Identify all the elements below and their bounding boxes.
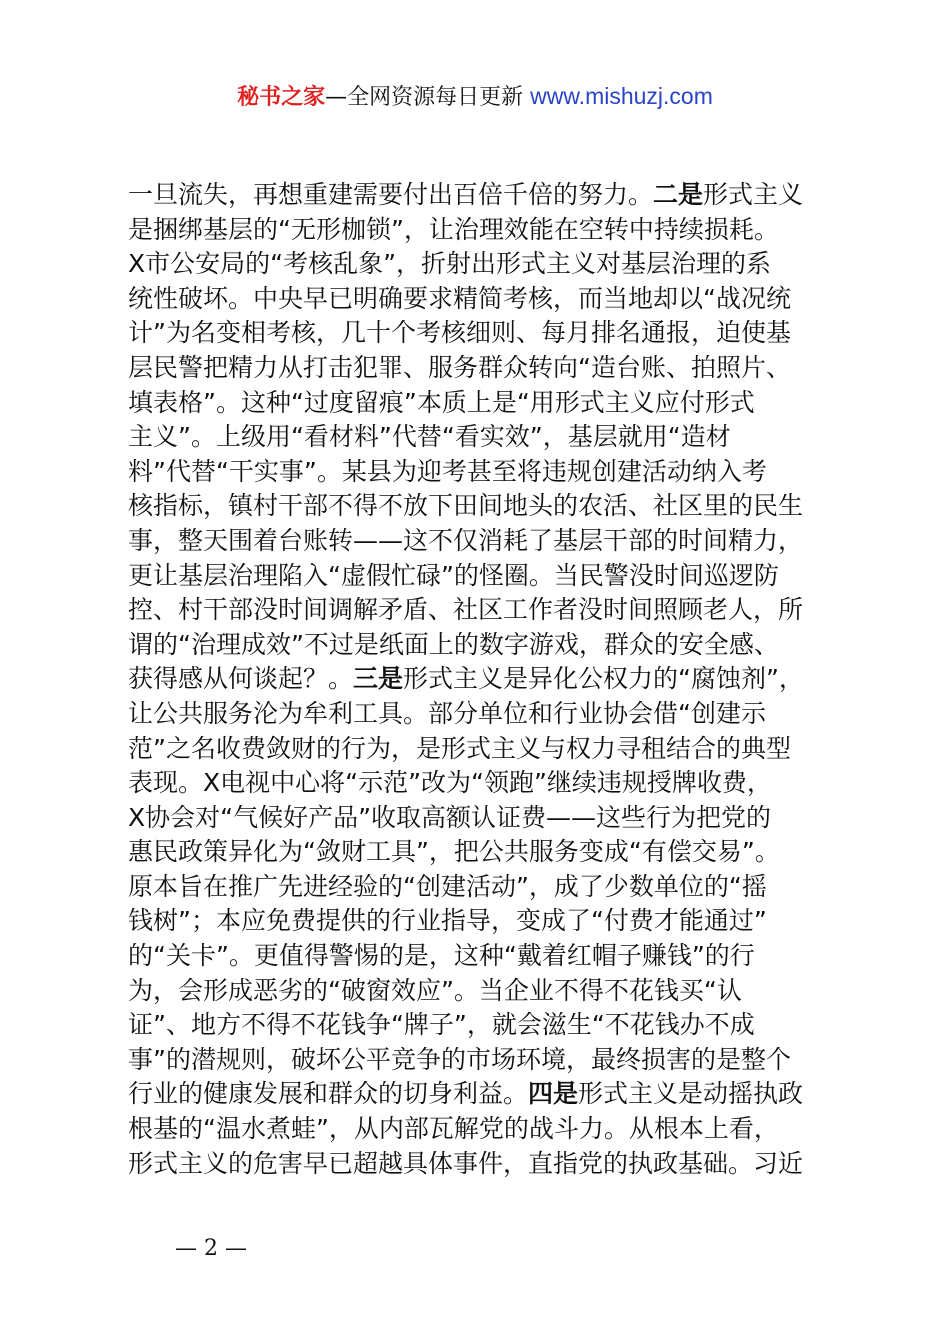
line-text: 证”、地方不得不花钱争“牌子”，就会滋生“不花钱办不成 xyxy=(128,1010,755,1040)
line-text: 事”的潜规则，破坏公平竞争的市场环境，最终损害的是整个 xyxy=(128,1044,791,1074)
banner-tagline: —全网资源每日更新 xyxy=(325,85,531,110)
text-line xyxy=(128,697,834,732)
text-line xyxy=(128,351,834,386)
text-line xyxy=(128,489,834,524)
text-line xyxy=(128,1147,834,1182)
text-line xyxy=(128,870,834,905)
text-line xyxy=(128,386,834,421)
line-text: 表现。X电视中心将“示范”改为“领跑”继续违规授牌收费， xyxy=(128,768,772,798)
emphasis-text: 二是 xyxy=(653,180,704,209)
line-text: 是捆绑基层的“无形枷锁”，让治理效能在空转中持续损耗。 xyxy=(128,214,779,244)
text-line xyxy=(128,1077,834,1112)
line-text: 填表格”。这种“过度留痕”本质上是“用形式主义应付形式 xyxy=(128,387,755,417)
emphasis-text: 四是 xyxy=(528,1079,579,1109)
text-line xyxy=(128,974,834,1009)
line-text: 形式主义是动摇执政 xyxy=(578,1079,804,1109)
text-line xyxy=(128,1008,834,1043)
line-text: 根基的“温水煮蛙”，从内部瓦解党的战斗力。从根本上看， xyxy=(128,1114,779,1144)
text-line xyxy=(128,455,834,490)
text-line xyxy=(128,1043,834,1078)
text-line xyxy=(128,628,834,663)
line-text: 形式主义是异化公权力的“腐蚀剂”， xyxy=(403,664,804,694)
line-text: 原本旨在推广先进经验的“创建活动”，成了少数单位的“摇 xyxy=(128,871,767,901)
line-text: 主义”。上级用“看材料”代替“看实效”，基层就用“造材 xyxy=(128,422,731,452)
line-text: 钱树”；本应免费提供的行业指导，变成了“付费才能通过” xyxy=(128,906,767,936)
line-text: 形式主义 xyxy=(703,180,804,209)
line-text: 层民警把精力从打击犯罪、服务群众转向“造台账、拍照片、 xyxy=(128,352,791,382)
text-line xyxy=(128,247,834,282)
text-line xyxy=(128,282,834,317)
line-text: 事，整天围着台账转——这不仅消耗了基层干部的时间精力， xyxy=(128,525,804,555)
line-text: 为，会形成恶劣的“破窗效应”。当企业不得不花钱买“认 xyxy=(128,975,742,1005)
line-text: 更让基层治理陷入“虚假忙碌”的怪圈。当民警没时间巡逻防 xyxy=(128,560,779,590)
text-line xyxy=(128,593,834,628)
text-line xyxy=(128,524,834,559)
line-text: 形式主义的危害早已超越具体事件，直指党的执政基础。习近 xyxy=(128,1148,804,1178)
line-text: 的“关卡”。更值得警惕的是，这种“戴着红帽子赚钱”的行 xyxy=(128,941,755,971)
text-line xyxy=(128,766,834,801)
text-line xyxy=(128,662,834,697)
text-line xyxy=(128,213,834,248)
text-line xyxy=(128,420,834,455)
line-text: 核指标，镇村干部不得不放下田间地头的农活、社区里的民生 xyxy=(128,491,804,521)
text-line xyxy=(128,904,834,939)
text-line xyxy=(128,559,834,594)
brand-name: 秘书之家 xyxy=(237,85,326,110)
line-text: 控、村干部没时间调解矛盾、社区工作者没时间照顾老人，所 xyxy=(128,595,804,625)
text-line xyxy=(128,178,834,213)
text-line xyxy=(128,939,834,974)
line-text: 行业的健康发展和群众的切身利益。 xyxy=(128,1079,529,1109)
text-line xyxy=(128,316,834,351)
text-line xyxy=(128,732,834,767)
text-line xyxy=(128,1112,834,1147)
line-text: 计”为名变相考核，几十个考核细则、每月排名通报，迫使基 xyxy=(128,318,791,348)
text-line xyxy=(128,835,834,870)
line-text: 谓的“治理成效”不过是纸面上的数字游戏，群众的安全感、 xyxy=(128,629,779,659)
line-text: 料”代替“干实事”。某县为迎考甚至将违规创建活动纳入考 xyxy=(128,456,767,486)
line-text: X协会对“气候好产品”收取高额认证费——这些行为把党的 xyxy=(128,802,772,832)
emphasis-text: 三是 xyxy=(353,664,404,694)
line-text: 让公共服务沦为牟利工具。部分单位和行业协会借“创建示 xyxy=(128,698,766,728)
line-text: X市公安局的“考核乱象”，折射出形式主义对基层治理的系 xyxy=(128,249,772,279)
line-text: 范”之名收费敛财的行为，是形式主义与权力寻租结合的典型 xyxy=(128,733,791,763)
page-number: — 2 — xyxy=(175,1236,247,1261)
line-text: 获得感从何谈起？。 xyxy=(128,664,354,694)
line-text: 一旦流失，再想重建需要付出百倍千倍的努力。 xyxy=(128,180,654,209)
line-text: 统性破坏。中央早已明确要求精简考核，而当地却以“战况统 xyxy=(128,283,791,313)
website-url[interactable]: www.mishuzj.com xyxy=(530,83,713,109)
text-line xyxy=(128,801,834,836)
line-text: 惠民政策异化为“敛财工具”，把公共服务变成“有偿交易”。 xyxy=(128,837,780,867)
site-banner xyxy=(0,80,950,114)
article-body xyxy=(128,178,834,1181)
